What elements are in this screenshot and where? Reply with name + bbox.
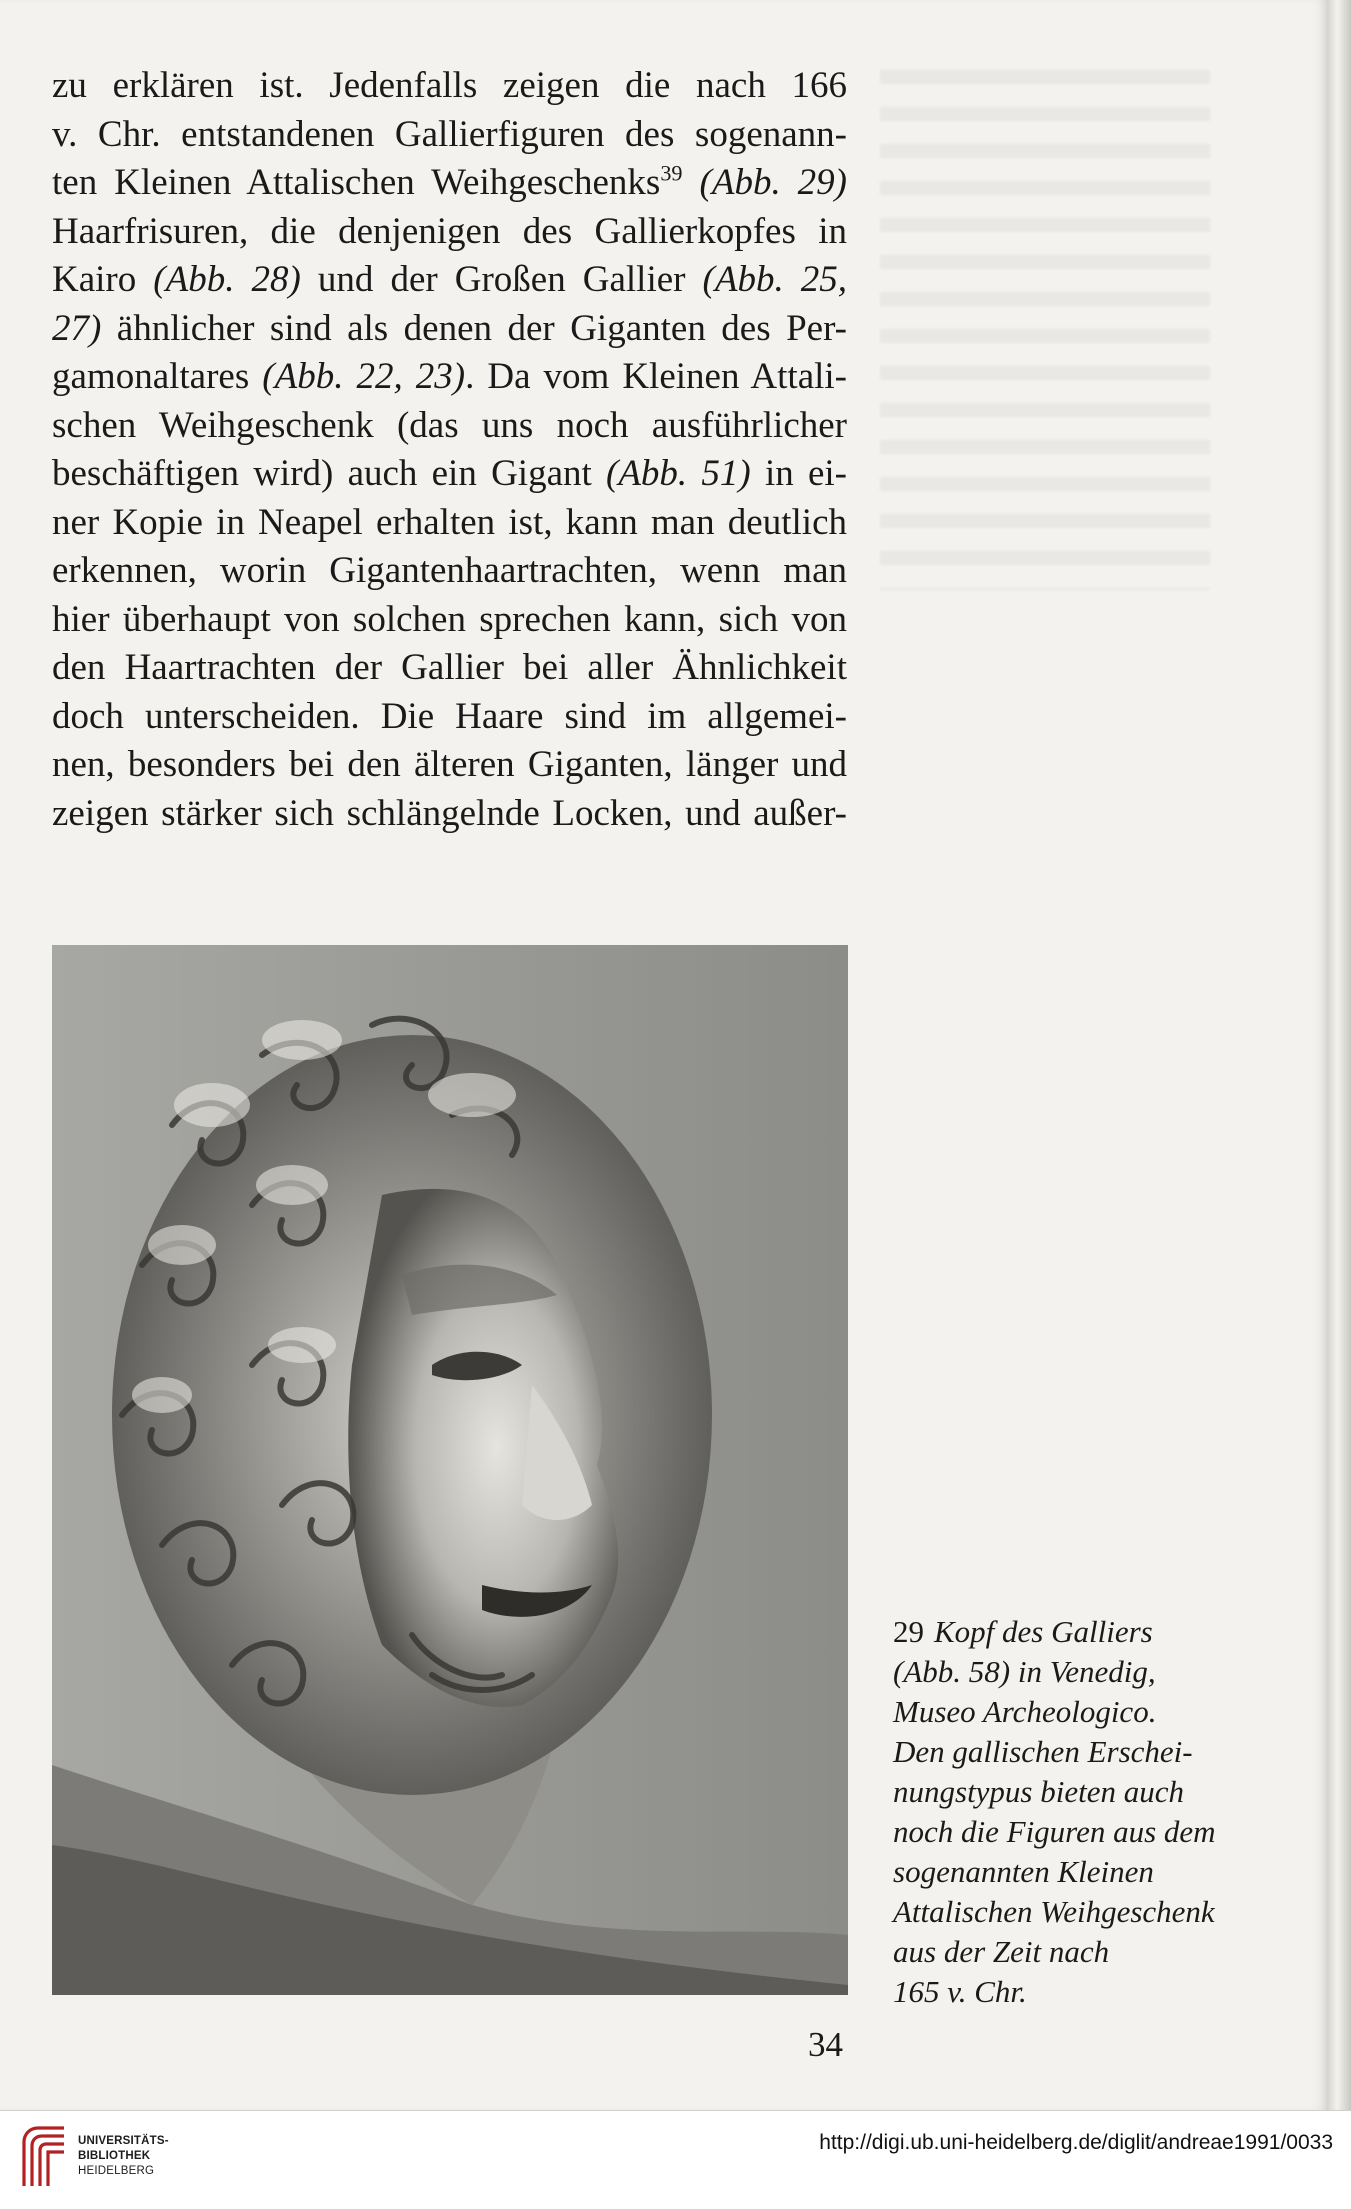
- text-line: [52, 159, 847, 208]
- caption-text: Attalischen Weihgeschenk: [893, 1894, 1215, 1929]
- caption-line: [893, 1972, 1293, 2012]
- caption-line: [893, 1772, 1293, 1812]
- caption-line: [893, 1932, 1293, 1972]
- text-run: ähnlicher sind als denen der Giganten des Per-: [101, 307, 847, 349]
- figure-reference: (Abb. 51): [606, 453, 751, 494]
- text-line: [52, 644, 847, 693]
- show-through-text: [880, 70, 1210, 590]
- text-line: [52, 62, 847, 111]
- text-line: [52, 547, 847, 596]
- footnote-ref: 39: [660, 160, 683, 186]
- figure-caption: [893, 1612, 1293, 2012]
- text-run: beschäftigen wird) auch ein Gigant: [52, 453, 606, 494]
- caption-text: Museo Archeologico.: [893, 1694, 1157, 1729]
- text-line: [52, 741, 847, 790]
- caption-line: [893, 1692, 1293, 1732]
- text-line: [52, 499, 847, 548]
- caption-line: [893, 1812, 1293, 1852]
- text-run: und der Großen Gallier: [300, 259, 703, 300]
- text-run: doch unterscheiden. Die Haare sind im allgemei-: [52, 695, 847, 737]
- text-run: Kairo: [52, 259, 154, 300]
- figure-reference: (Abb. 22, 23): [262, 356, 466, 397]
- text-run: gamonaltares: [52, 356, 263, 397]
- text-run: in ei-: [750, 453, 847, 494]
- text-run: Haarfrisuren, die denjenigen des Gallierkopfes in: [52, 210, 847, 252]
- text-run: nen, besonders bei den älteren Giganten, länger und: [52, 744, 847, 785]
- caption-text: Den gallischen Erschei-: [893, 1734, 1193, 1769]
- text-run: ten Kleinen Attalischen Weihgeschenks: [52, 162, 661, 203]
- text-run: den Haartrachten der Gallier bei aller Ähnlichkeit: [52, 647, 847, 688]
- body-text: [52, 62, 847, 838]
- text-line: [52, 596, 847, 645]
- text-run: erkennen, worin Gigantenhaartrachten, wenn man: [52, 550, 847, 591]
- figure-reference: (Abb. 25,: [702, 259, 847, 300]
- caption-text: Kopf des Galliers: [934, 1614, 1153, 1649]
- page-edge: [1328, 0, 1351, 2110]
- text-line: [52, 256, 847, 305]
- caption-line: [893, 1732, 1293, 1772]
- library-name: [78, 2134, 169, 2179]
- text-run: zeigen stärker sich schlängelnde Locken, und außer-: [52, 792, 847, 834]
- caption-line: [893, 1612, 1293, 1652]
- logo-text-line: UNIVERSITÄTS-: [78, 2135, 169, 2147]
- text-run: schen Weihgeschenk (das uns noch ausführlicher: [52, 404, 847, 446]
- figure-number: 29: [893, 1614, 924, 1649]
- page-number: 34: [808, 2025, 843, 2064]
- caption-text: 165 v. Chr.: [893, 1974, 1027, 2009]
- figure-reference: 27): [52, 307, 102, 349]
- caption-text: nungstypus bieten auch: [893, 1774, 1185, 1809]
- caption-line: [893, 1892, 1293, 1932]
- caption-line: [893, 1852, 1293, 1892]
- caption-text: noch die Figuren aus dem: [893, 1814, 1216, 1849]
- text-run: . Da vom Kleinen Attali-: [465, 356, 848, 397]
- text-line: [52, 402, 847, 451]
- figure-reference: (Abb. 29): [699, 162, 847, 203]
- logo-text-line: BIBLIOTHEK: [78, 2150, 151, 2162]
- text-line: [52, 790, 847, 839]
- text-run: v. Chr. entstandenen Gallierfiguren des sogenann-: [52, 113, 847, 155]
- caption-text: (Abb. 58) in Venedig,: [893, 1654, 1156, 1689]
- caption-text: sogenannten Kleinen: [893, 1854, 1154, 1889]
- logo-text-line: HEIDELBERG: [78, 2165, 155, 2177]
- text-run: zu erklären ist. Jedenfalls zeigen die nach 166: [52, 65, 847, 106]
- source-url-link[interactable]: http://digi.ub.uni-heidelberg.de/diglit/andreae1991/0033: [819, 2131, 1333, 2154]
- text-line: [52, 450, 847, 499]
- text-run: hier überhaupt von solchen sprechen kann, sich von: [52, 598, 847, 640]
- text-line: [52, 693, 847, 742]
- text-run: [683, 162, 700, 203]
- library-logo[interactable]: [18, 2120, 178, 2198]
- text-line: [52, 353, 847, 402]
- caption-line: [893, 1652, 1293, 1692]
- text-run: ner Kopie in Neapel erhalten ist, kann man deutlich: [52, 501, 847, 543]
- text-line: [52, 111, 847, 160]
- figure-sculpture-photo: [52, 945, 848, 1995]
- figure-reference: (Abb. 28): [153, 259, 301, 300]
- ub-heidelberg-logo-icon: [18, 2120, 70, 2192]
- caption-text: aus der Zeit nach: [893, 1934, 1110, 1969]
- text-line: [52, 208, 847, 257]
- footer-bar: [0, 2110, 1351, 2209]
- gallier-head-photo: [52, 945, 848, 1995]
- text-line: [52, 305, 847, 354]
